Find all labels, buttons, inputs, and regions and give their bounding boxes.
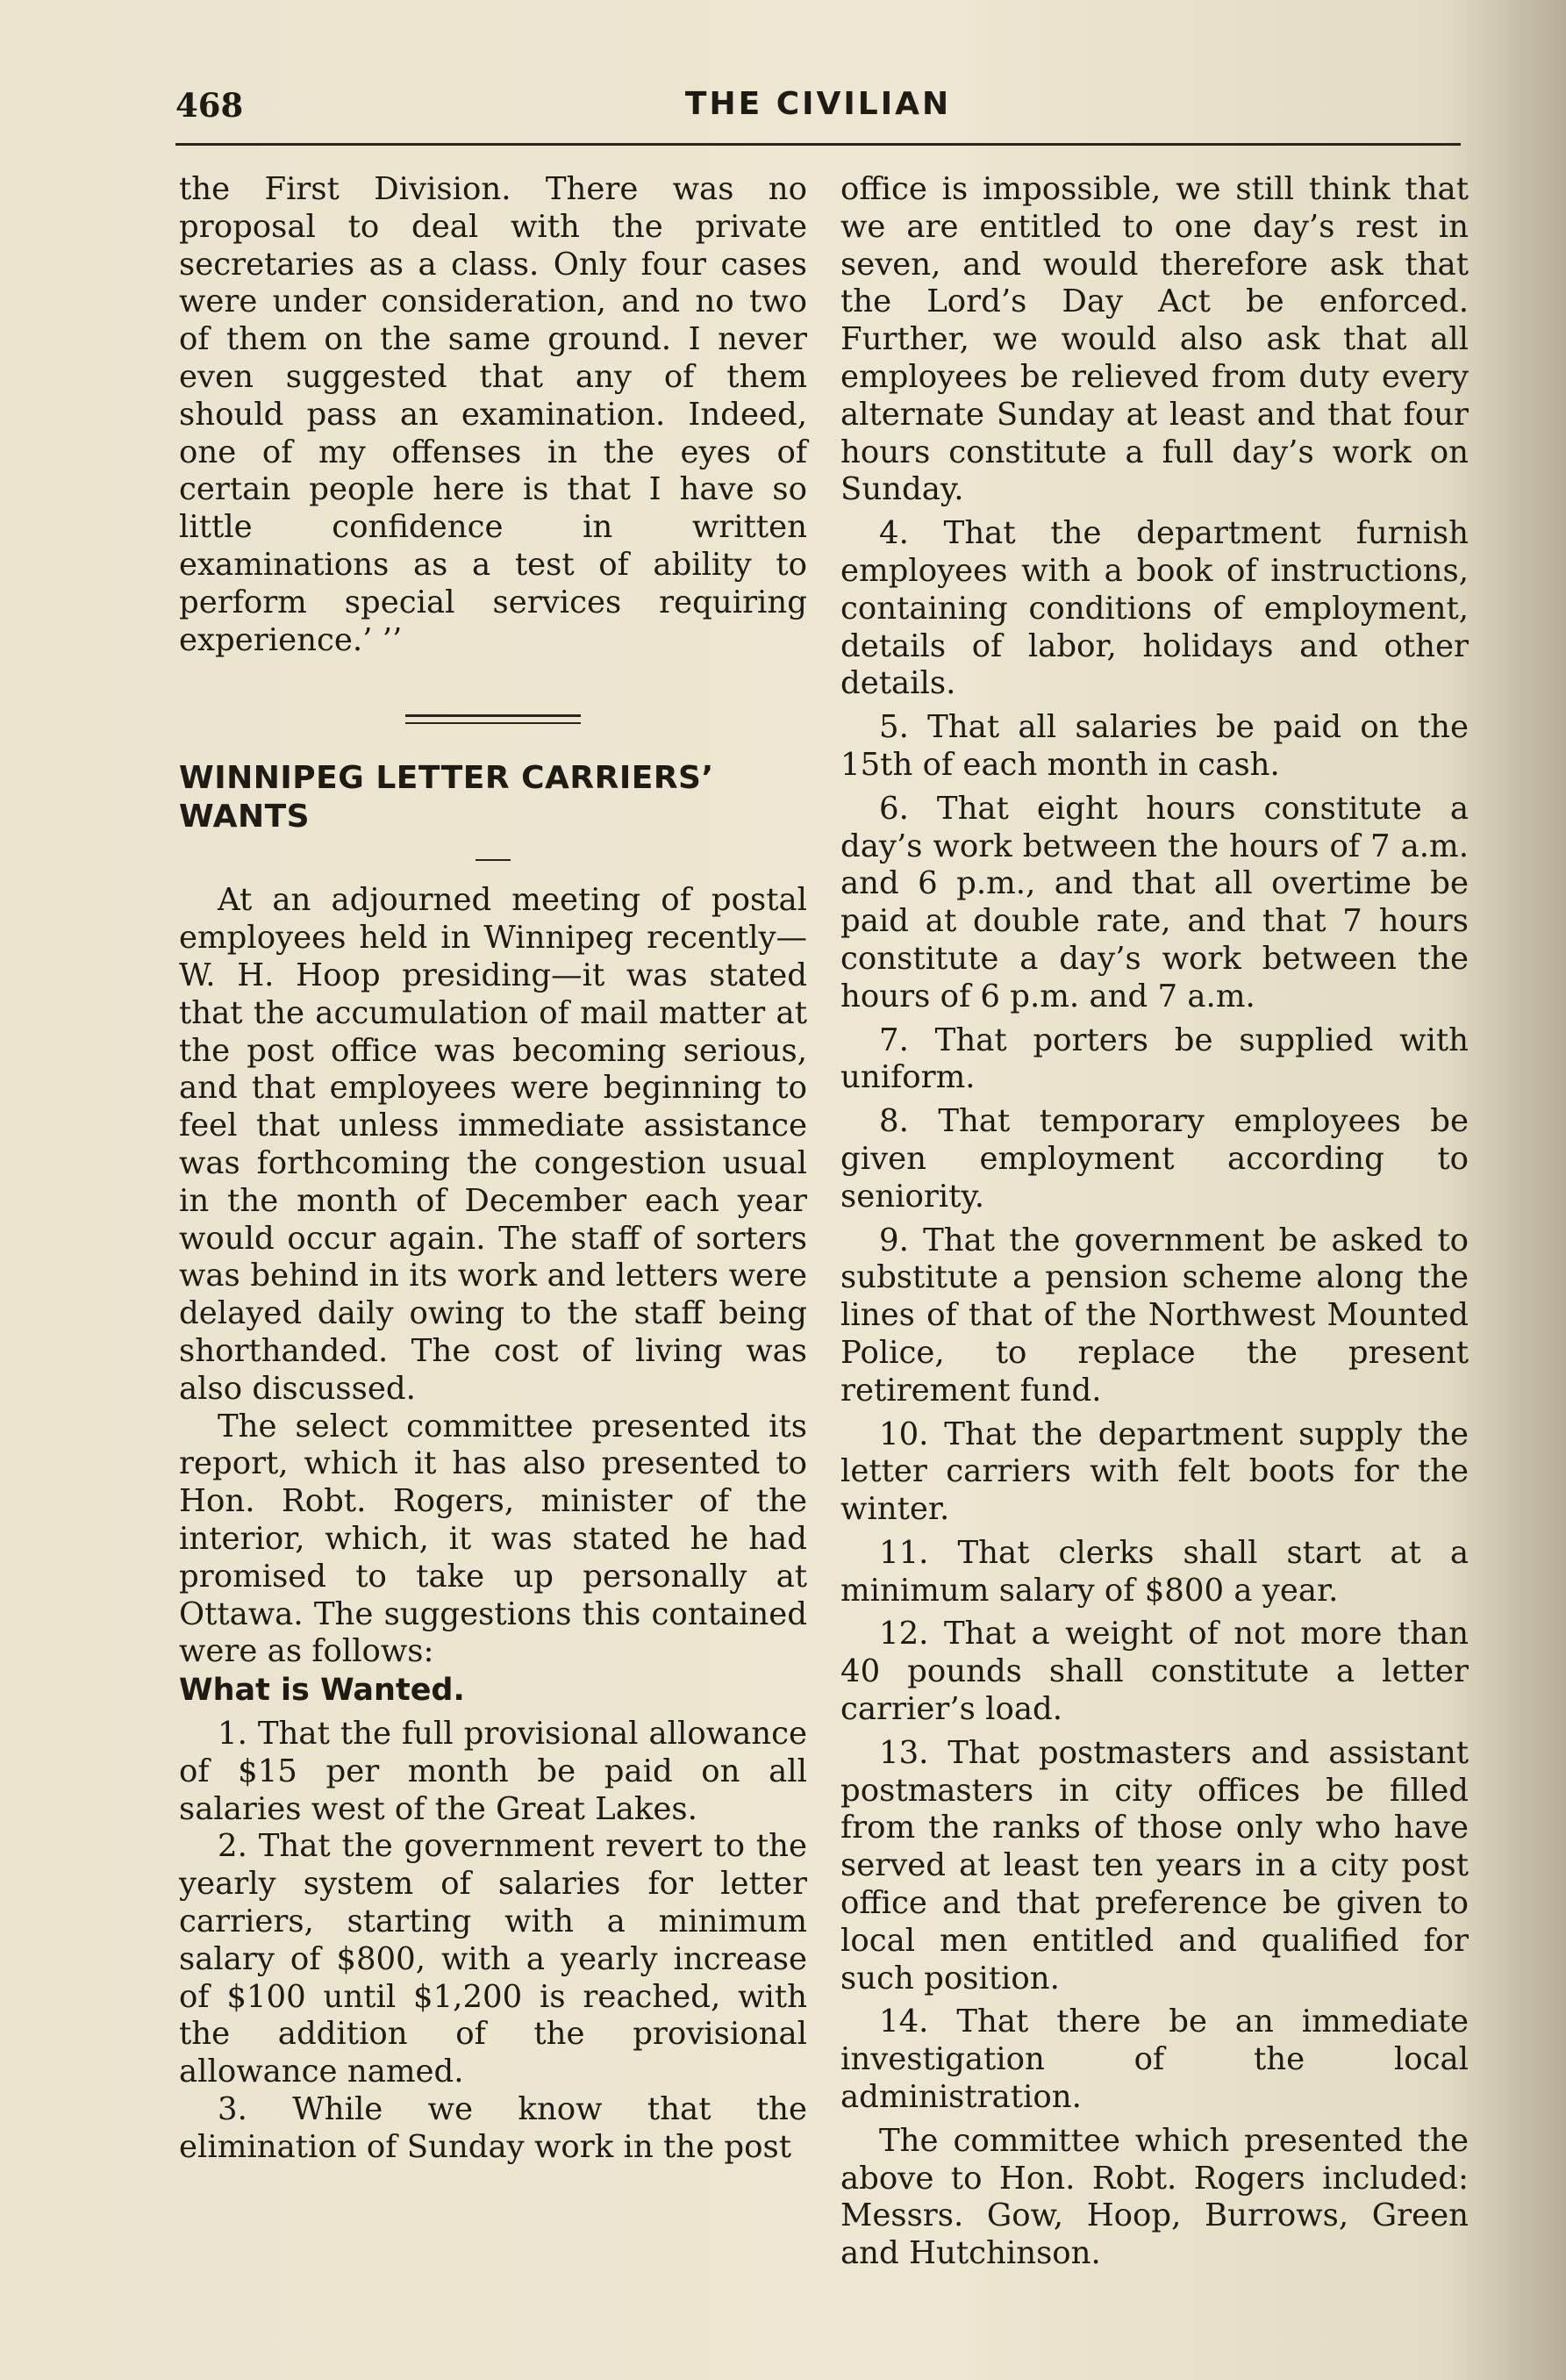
list-item-13: 13. That postmasters and assistant postmasters in city offices be filled from the ranks of those only who have served at least ten years in a city post office and that preference be given to local men entitled and qualified for such position.	[840, 1734, 1469, 1996]
list-item-1: 1. That the full provisional allowance of $15 per month be paid on all salaries west of the Great Lakes.	[179, 1716, 807, 1827]
closing-paragraph: The committee which presented the above to Hon. Robt. Rogers included: Messrs. Gow, Hoop, Burrows, Green and Hutchinson.	[840, 2122, 1469, 2272]
list-item-4: 4. That the department furnish employees with a book of instructions, containing conditions of employment, details of labor, holidays and other details.	[840, 515, 1469, 702]
list-item-10: 10. That the department supply the letter carriers with felt boots for the winter.	[840, 1416, 1469, 1528]
journal-title: THE CIVILIAN	[684, 86, 952, 122]
headline-dash	[476, 859, 511, 861]
article-headline-line1: WINNIPEG LETTER CARRIERS’	[179, 760, 714, 797]
intro-paragraph: At an adjourned meeting of postal employees held in Winnipeg recently—W. H. Hoop presiding—it was stated that the accumulation of mail matter at the post office was becoming serious, and that employees were beginning to feel that unless immediate assistance was forthcoming the congestion usual in the month of December each year would occur again. The staff of sorters was behind in its work and letters were delayed daily owing to the staff being shorthanded. The cost of living was also discussed.	[179, 882, 807, 1407]
list-item-2: 2. That the government revert to the yearly system of salaries for letter carriers, starting with a minimum salary of $800, with a yearly increase of $100 until $1,200 is reached, with the addition of the provisional allowance named.	[179, 1828, 807, 2090]
list-item-3-start: 3. While we know that the elimination of Sunday work in the post	[179, 2091, 807, 2165]
right-column	[840, 171, 1469, 2273]
list-item-6: 6. That eight hours constitute a day’s work between the hours of 7 a.m. and 6 p.m., and that all overtime be paid at double rate, and that 7 hours constitute a day’s work between the hours of 6 p.m. and 7 a.m.	[840, 790, 1469, 1014]
section-divider	[405, 714, 581, 724]
list-item-12: 12. That a weight of not more than 40 pounds shall constitute a letter carrier’s load.	[840, 1616, 1469, 1728]
list-item-9: 9. That the government be asked to substitute a pension scheme along the lines of that of the Northwest Mounted Police, to replace the present retirement fund.	[840, 1222, 1469, 1409]
left-column	[179, 171, 807, 2167]
list-item-14: 14. That there be an immediate investigation of the local administration.	[840, 2004, 1469, 2116]
intro-paragraph-2: The select committee presented its report, which it has also presented to Hon. Robt. Rogers, minister of the interior, which, it was stated he had promised to take up personally at Ottawa. The suggestions this contained were as follows:	[179, 1408, 807, 1670]
page-number: 468	[175, 86, 244, 125]
list-item-5: 5. That all salaries be paid on the 15th of each month in cash.	[840, 709, 1469, 783]
list-item-3-continued: office is impossible, we still think that we are entitled to one day’s rest in seven, and would therefore ask that the Lord’s Day Act be enforced. Further, we would also ask that all employees be relieved from duty every alternate Sunday at least and that four hours constitute a full day’s work on Sunday.	[840, 171, 1469, 508]
continued-paragraph: the First Division. There was no proposal to deal with the private secretaries as a class. Only four cases were under consideration, and no two of them on the same ground. I never even suggested that any of them should pass an examination. Indeed, one of my offenses in the eyes of certain people here is that I have so little confidence in written examinations as a test of ability to perform special services requiring experience.’ ’’	[179, 171, 807, 658]
list-item-7: 7. That porters be supplied with uniform.	[840, 1022, 1469, 1096]
subheading: What is Wanted.	[179, 1673, 465, 1709]
list-item-8: 8. That temporary employees be given employment according to seniority.	[840, 1103, 1469, 1215]
header-rule	[175, 143, 1461, 146]
article-headline-line2: WANTS	[179, 799, 311, 835]
page-header	[175, 86, 1461, 139]
list-item-11: 11. That clerks shall start at a minimum salary of $800 a year.	[840, 1534, 1469, 1609]
